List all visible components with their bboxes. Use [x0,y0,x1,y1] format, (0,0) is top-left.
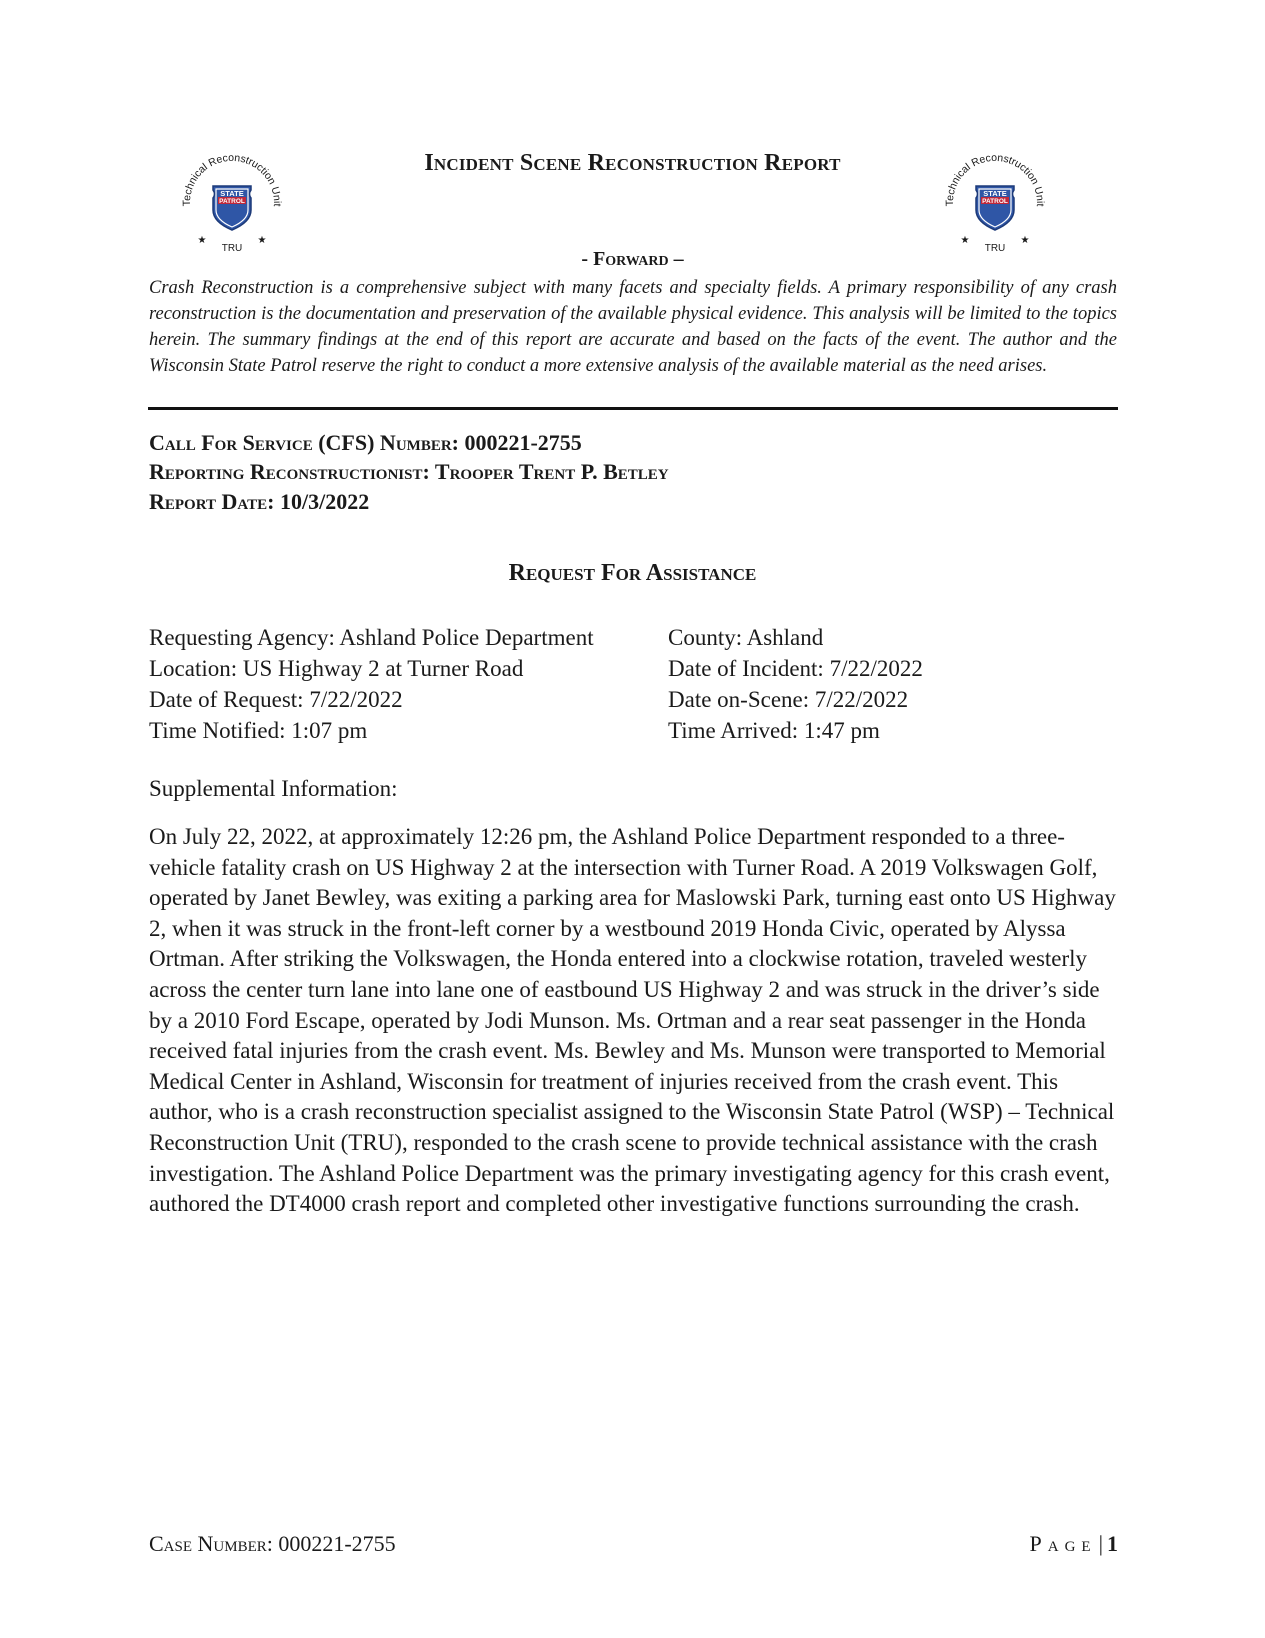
cfs-label: Call For Service (CFS) Number: [149,430,459,455]
reconstructionist-line [149,459,669,485]
time-notified-field: Time Notified: 1:07 pm [149,718,368,743]
header-divider [148,407,1118,410]
cfs-value: 000221-2755 [464,430,582,455]
star-icon: ★ [257,235,267,246]
case-number-label: Case Number: [149,1531,273,1556]
star-icon: ★ [197,235,207,246]
report-date-value: 10/3/2022 [279,489,370,514]
logo-ring-text: Technical Reconstruction Unit [180,151,284,207]
forward-heading: - Forward – [581,248,684,270]
star-icon: ★ [1020,235,1030,246]
logo-shield-top: STATE [220,189,244,198]
reconstructionist-value: Trooper Trent P. Betley [434,459,669,484]
logo-shield-top: STATE [983,189,1007,198]
county-field: County: Ashland [668,625,824,650]
logo-ring-text: Technical Reconstruction Unit [943,151,1047,207]
logo-shield-bottom: PATROL [982,198,1008,205]
report-date-label: Report Date: [149,489,275,514]
logo-bottom-text: TRU [221,243,243,254]
star-icon: ★ [960,235,970,246]
foreword-paragraph: Crash Reconstruction is a comprehensive subject with many facets and specialty fields. A primary responsibility of any crash reconstruction is the documentation and preservation of the available physical evidence. This analysis will be limited to the topics herein. The summary findings at the end of this report are accurate and based on the facts of the event. The author and the Wisconsin State Patrol reserve the right to conduct a more extensive analysis of the available material as the need arises. [149,278,1117,376]
reconstructionist-label: Reporting Reconstructionist: [149,459,430,484]
requesting-agency-field: Requesting Agency: Ashland Police Department [149,625,594,650]
date-of-request-field: Date of Request: 7/22/2022 [149,687,403,712]
request-fields-right [668,622,923,746]
page-number: 1 [1107,1531,1118,1556]
supplemental-label: Supplemental Information: [149,776,398,801]
footer-case-number [149,1531,396,1557]
case-number-value: 000221-2755 [278,1531,396,1556]
cfs-number-line [149,430,582,456]
request-section-title: Request For Assistance [508,560,757,586]
footer-page-number [1030,1531,1118,1557]
page-separator: | [1098,1531,1103,1556]
report-date-line [149,489,369,515]
report-title: Incident Scene Reconstruction Report [424,150,841,176]
date-on-scene-field: Date on-Scene: 7/22/2022 [668,687,909,712]
date-of-incident-field: Date of Incident: 7/22/2022 [668,656,923,681]
location-field: Location: US Highway 2 at Turner Road [149,656,524,681]
request-fields-left [149,622,594,746]
logo-shield-bottom: PATROL [219,198,245,205]
time-arrived-field: Time Arrived: 1:47 pm [668,718,880,743]
logo-bottom-text: TRU [984,243,1006,254]
page-label: Page [1029,1531,1097,1556]
supplemental-narrative: On July 22, 2022, at approximately 12:26 pm, the Ashland Police Department responded to a three-vehicle fatality crash on US Highway 2 at the intersection with Turner Road. A 2019 Volkswagen Golf, operated by Janet Bewley, was exiting a parking area for Maslowski Park, turning east onto US Highway 2, when it was struck in the front-left corner by a westbound 2019 Honda Civic, operated by Alyssa Ortman. After striking the Volkswagen, the Honda entered into a clockwise rotation, traveled westerly across the center turn lane into lane one of eastbound US Highway 2 and was struck in the driver’s side by a 2010 Ford Escape, operated by Jodi Munson. Ms. Ortman and a rear seat passenger in the Honda received fatal injuries from the crash event. Ms. Bewley and Ms. Munson were transported to Memorial Medical Center in Ashland, Wisconsin for treatment of injuries received from the crash event. This author, who is a crash reconstruction specialist assigned to the Wisconsin State Patrol (WSP) – Technical Reconstruction Unit (TRU), responded to the crash scene to provide technical assistance with the crash investigation. The Ashland Police Department was the primary investigating agency for this crash event, authored the DT4000 crash report and completed other investigative functions surrounding the crash. [149,824,1116,1217]
